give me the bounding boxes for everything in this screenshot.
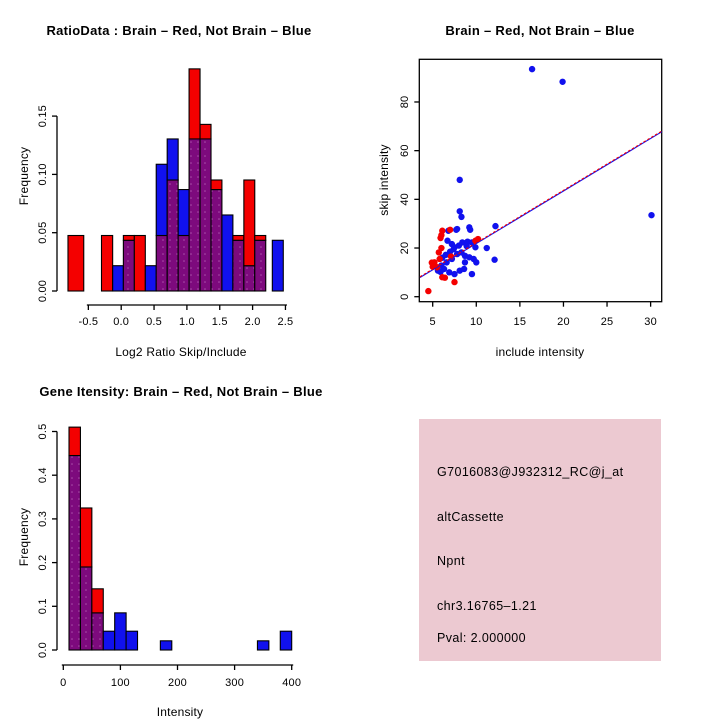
histogram-bar-segment-blue — [222, 215, 233, 291]
histogram-bar-segment-red — [69, 427, 80, 455]
y-tick-label: 0.0 — [37, 642, 49, 658]
scatter-point-blue — [453, 227, 459, 233]
plot-box — [419, 59, 661, 301]
scatter-point-red — [442, 275, 448, 281]
y-tick-label: 0.15 — [37, 104, 49, 128]
info-line: G7016083@J932312_RC@j_at — [437, 465, 624, 479]
histogram-bar-segment-red — [200, 124, 211, 139]
y-axis-label: Frequency — [17, 146, 31, 206]
scatter-point-blue — [457, 208, 463, 214]
scatter-point-red — [451, 279, 457, 285]
x-tick-label: 20 — [557, 316, 570, 328]
panel-title: RatioData : Brain – Red, Not Brain – Blue — [46, 23, 312, 38]
x-tick-label: 100 — [110, 677, 130, 689]
panel-info-panel — [419, 419, 661, 661]
x-axis-label: Log2 Ratio Skip/Include — [115, 345, 247, 359]
x-tick-label: 10 — [469, 316, 483, 328]
scatter-point-blue — [462, 259, 468, 265]
x-tick-label: 15 — [513, 316, 527, 328]
x-tick-label: 200 — [168, 677, 187, 689]
histogram-bar-segment-blue — [167, 139, 178, 180]
scatter-point-red — [425, 288, 431, 294]
histogram-bar-segment-red — [134, 235, 145, 291]
y-tick-label: 0.2 — [37, 554, 49, 571]
histogram-bar-segment-red — [101, 235, 112, 291]
scatter-point-blue — [458, 214, 464, 220]
x-tick-label: 1.0 — [178, 316, 195, 328]
scatter-point-blue — [457, 177, 463, 183]
x-tick-label: 0.5 — [146, 316, 163, 328]
y-tick-label: 20 — [399, 241, 411, 255]
histogram-bar-segment-blue — [113, 266, 124, 291]
scatter-point-blue — [467, 227, 473, 233]
y-tick-label: 0.5 — [37, 423, 49, 440]
scatter-point-blue — [491, 257, 497, 263]
panel-title: Brain – Red, Not Brain – Blue — [445, 23, 635, 38]
scatter-point-blue — [484, 245, 490, 251]
histogram-bar-segment-blue — [156, 164, 167, 235]
histogram-bar-segment-red — [211, 180, 222, 190]
y-tick-label: 0 — [399, 293, 411, 300]
histogram-bar-segment-blue — [272, 240, 283, 291]
info-line: Npnt — [437, 554, 466, 568]
histogram-bar-segment-purple — [69, 456, 80, 650]
panel-gene-intensity-histogram — [17, 384, 323, 719]
x-tick-label: 0.0 — [113, 316, 130, 328]
y-tick-label: 40 — [399, 193, 411, 206]
histogram-bar-segment-red — [68, 235, 84, 291]
scatter-point-blue — [559, 79, 565, 85]
histogram-bar-segment-red — [233, 235, 244, 240]
x-tick-label: 300 — [225, 677, 245, 689]
fit-line-blue — [420, 132, 662, 278]
info-line: altCassette — [437, 510, 504, 524]
y-axis-label: skip intensity — [377, 144, 391, 216]
y-tick-label: 0.10 — [37, 163, 49, 186]
scatter-point-blue — [648, 212, 654, 218]
x-axis-label: Intensity — [156, 705, 204, 719]
histogram-bar-segment-blue — [178, 190, 189, 236]
x-tick-label: 1.5 — [211, 316, 228, 328]
scatter-point-red — [436, 249, 442, 255]
x-tick-label: 25 — [600, 316, 614, 328]
panel-ratio-histogram — [17, 23, 312, 359]
histogram-bar-segment-purple — [211, 190, 222, 291]
x-tick-label: 2.0 — [244, 316, 261, 328]
y-tick-label: 0.00 — [37, 279, 49, 303]
x-tick-label: -0.5 — [78, 316, 99, 328]
histogram-bar-segment-red — [255, 235, 266, 240]
y-tick-label: 0.05 — [37, 221, 49, 244]
y-tick-label: 80 — [399, 95, 411, 109]
histogram-bar-segment-blue — [145, 266, 156, 291]
histogram-bar-segment-purple — [92, 613, 103, 650]
scatter-point-red — [436, 256, 442, 262]
y-tick-label: 0.4 — [37, 467, 49, 484]
histogram-bar-segment-purple — [123, 240, 134, 291]
histogram-bar-segment-purple — [233, 240, 244, 291]
histogram-bar-segment-purple — [80, 567, 91, 650]
scatter-point-blue — [529, 66, 535, 72]
scatter-point-blue — [451, 271, 457, 277]
info-line: Pval: 2.000000 — [437, 631, 526, 645]
histogram-bar-segment-purple — [178, 235, 189, 291]
scatter-point-blue — [473, 259, 479, 265]
fit-line-red — [420, 131, 662, 277]
histogram-bar-segment-purple — [244, 266, 255, 291]
histogram-bar-segment-purple — [156, 235, 167, 291]
histogram-bar-segment-blue — [115, 613, 126, 650]
scatter-point-blue — [492, 223, 498, 229]
histogram-bar-segment-blue — [160, 641, 171, 650]
y-tick-label: 0.3 — [37, 510, 49, 527]
x-tick-label: 30 — [644, 316, 657, 328]
scatter-point-red — [437, 235, 443, 241]
y-axis-label: Frequency — [17, 507, 31, 567]
histogram-bar-segment-red — [244, 180, 255, 266]
panel-intensity-scatter — [377, 23, 662, 359]
histogram-bar-segment-blue — [280, 631, 291, 650]
histogram-bar-segment-purple — [167, 180, 178, 291]
histogram-bar-segment-blue — [126, 631, 137, 650]
scatter-point-red — [447, 227, 453, 233]
histogram-bar-segment-red — [123, 235, 134, 240]
y-tick-label: 60 — [399, 144, 411, 157]
histogram-bar-segment-blue — [103, 631, 114, 650]
scatter-point-blue — [469, 271, 475, 277]
scatter-point-blue — [450, 246, 456, 252]
histogram-bar-segment-red — [189, 69, 200, 139]
histogram-bar-segment-red — [80, 508, 91, 567]
scatter-point-blue — [461, 266, 467, 272]
x-tick-label: 0 — [60, 677, 67, 689]
x-tick-label: 400 — [282, 677, 302, 689]
x-tick-label: 2.5 — [277, 316, 294, 328]
histogram-bar-segment-purple — [189, 139, 200, 291]
histogram-bar-segment-purple — [255, 240, 266, 291]
histogram-bar-segment-purple — [200, 139, 211, 291]
x-axis-label: include intensity — [495, 345, 585, 359]
y-tick-label: 0.1 — [37, 598, 49, 615]
histogram-bar-segment-red — [92, 589, 103, 613]
info-line: chr3.16765–1.21 — [437, 599, 537, 613]
info-box-background — [419, 419, 661, 661]
panel-title: Gene Itensity: Brain – Red, Not Brain – Blue — [39, 384, 323, 399]
x-tick-label: 5 — [429, 316, 436, 328]
histogram-bar-segment-blue — [257, 641, 268, 650]
